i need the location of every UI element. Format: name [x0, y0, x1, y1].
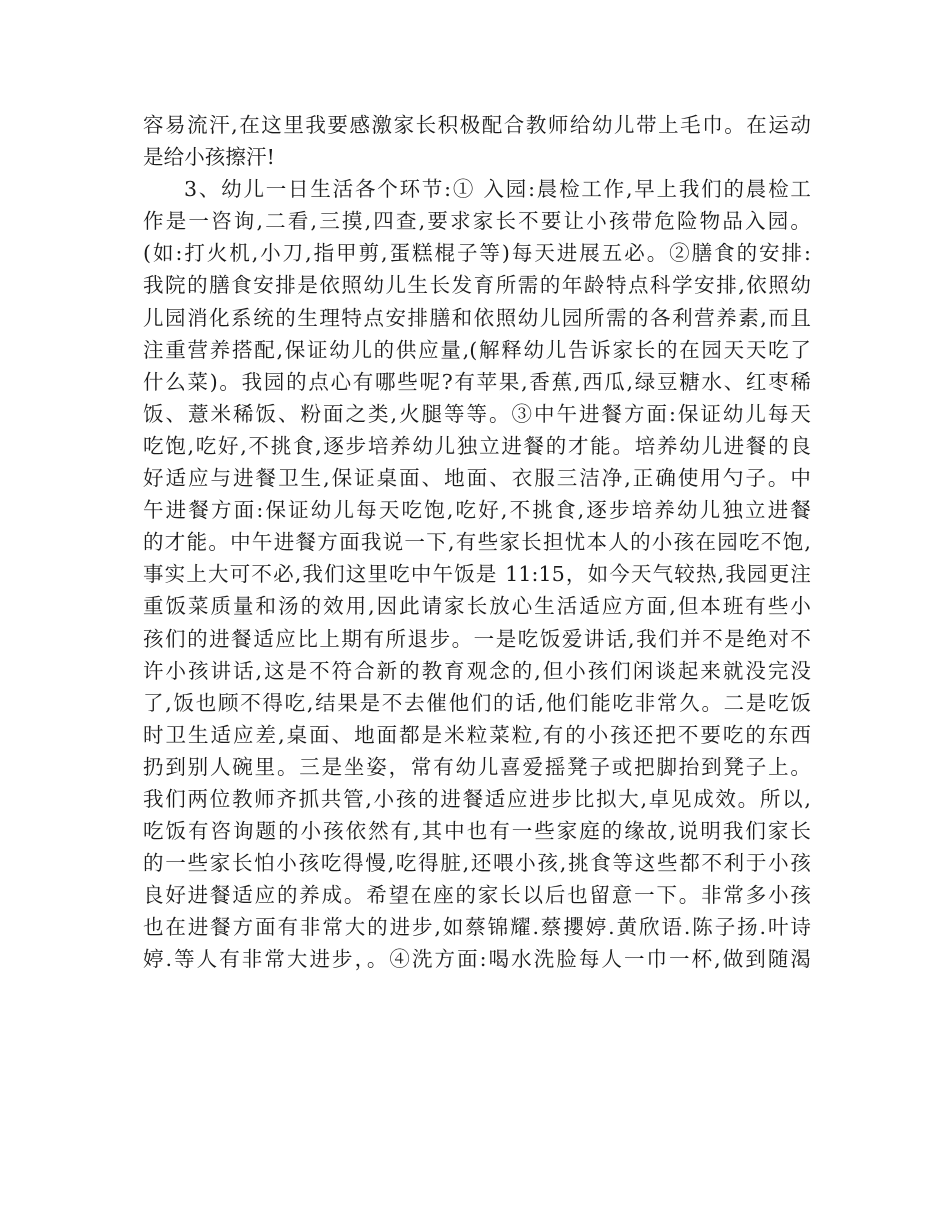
text-line: 作是一咨询,二看,三摸,四查,要求家长不要让小孩带危险物品入园。 [143, 209, 811, 234]
text-line: 了,饭也顾不得吃,结果是不去催他们的话,他们能吃非常久。二是吃饭 [143, 690, 811, 715]
text-line: 的才能。中午进餐方面我说一下,有些家长担忧本人的小孩在园吃不饱, [143, 530, 811, 555]
text-line: 吃饭有咨询题的小孩依然有,其中也有一些家庭的缘故,说明我们家长 [143, 819, 811, 844]
text-line: 午进餐方面:保证幼儿每天吃饱,吃好,不挑食,逐步培养幼儿独立进餐 [143, 498, 811, 523]
text-line: (如:打火机,小刀,指甲剪,蛋糕棍子等)每天进展五必。②膳食的安排: [143, 241, 811, 266]
text-line: 良好进餐适应的养成。希望在座的家长以后也留意一下。非常多小孩 [143, 883, 811, 908]
text-line: 容易流汗,在这里我要感激家长积极配合教师给幼儿带上毛巾。在运动 [143, 113, 811, 137]
text-line: 吃饱,吃好,不挑食,逐步培养幼儿独立进餐的才能。培养幼儿进餐的良 [143, 433, 811, 458]
text-line: 我们两位教师齐抓共管,小孩的进餐适应进步比拟大,卓见成效。所以, [143, 786, 811, 811]
text-line: 3、幼儿一日生活各个环节:① 入园:晨检工作,早上我们的晨检工 [184, 177, 811, 202]
document-body [143, 109, 811, 976]
text-line: 婷.等人有非常大进步，。④洗方面:喝水洗脸每人一巾一杯,做到随渴 [143, 947, 811, 972]
text-line: 的一些家长怕小孩吃得慢,吃得脏,还喂小孩,挑食等这些都不利于小孩 [143, 851, 811, 876]
text-line: 什么菜)。我园的点心有哪些呢?有苹果,香蕉,西瓜,绿豆糖水、红枣稀 [143, 369, 811, 394]
text-line: 儿园消化系统的生理特点安排膳和依照幼儿园所需的各利营养素,而且 [143, 305, 811, 330]
text-line: 好适应与进餐卫生,保证桌面、地面、衣服三洁净,正确使用勺子。中 [143, 466, 811, 491]
text-line: 注重营养搭配,保证幼儿的供应量,(解释幼儿告诉家长的在园天天吃了 [143, 337, 811, 362]
text-line: 孩们的进餐适应比上期有所退步。一是吃饭爱讲话,我们并不是绝对不 [143, 626, 811, 651]
text-line: 饭、薏米稀饭、粉面之类,火腿等等。③中午进餐方面:保证幼儿每天 [143, 401, 811, 426]
text-line: 我院的膳食安排是依照幼儿生长发育所需的年龄特点科学安排,依照幼 [143, 273, 811, 298]
text-line: 事实上大可不必,我们这里吃中午饭是 11:15，如今天气较热,我园更注 [143, 562, 811, 587]
text-line: 也在进餐方面有非常大的进步,如蔡锦耀.蔡攖婷.黄欣语.陈子扬.叶诗 [143, 915, 811, 940]
text-line: 时卫生适应差,桌面、地面都是米粒菜粒,有的小孩还把不要吃的东西 [143, 722, 811, 747]
text-line: 重饭菜质量和汤的效用,因此请家长放心生活适应方面,但本班有些小 [143, 594, 811, 619]
text-line: 扔到别人碗里。三是坐姿，常有幼儿喜爱摇凳子或把脚抬到凳子上。 [143, 754, 811, 779]
text-line: 是给小孩擦汗! [143, 145, 275, 170]
text-line: 许小孩讲话,这是不符合新的教育观念的,但小孩们闲谈起来就没完没 [143, 658, 811, 683]
